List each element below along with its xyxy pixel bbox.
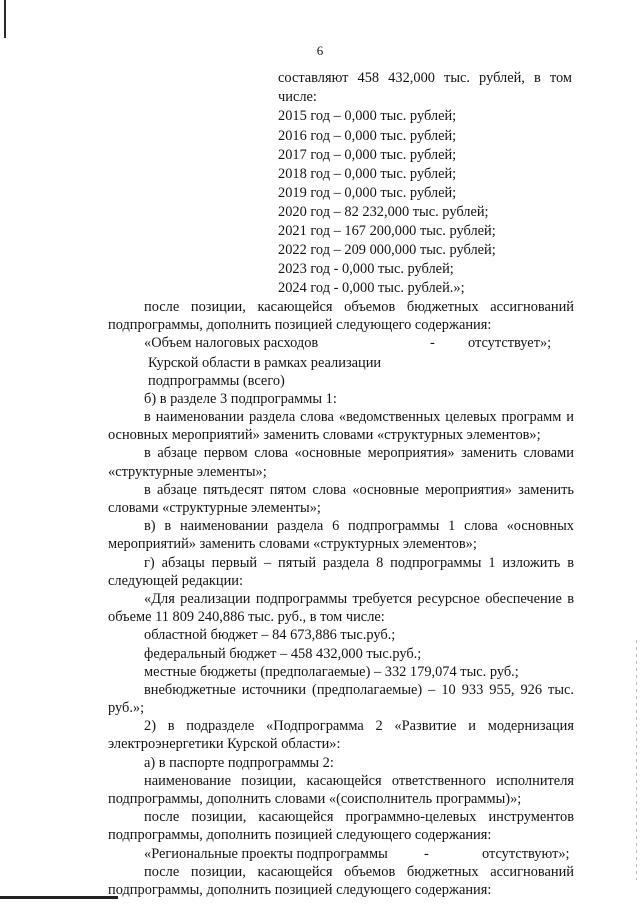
text-line: 2023 год - 0,000 тыс. рублей;: [278, 261, 454, 277]
text-line: федеральный бюджет – 458 432,000 тыс.руб.;: [144, 645, 422, 662]
text-line: подпрограммы, дополнить позицией следующего содержания:: [108, 827, 492, 844]
text-line: 2017 год – 0,000 тыс. рублей;: [278, 147, 457, 163]
scan-edge-mark: [4, 0, 6, 38]
text-line: подпрограммы (всего): [148, 372, 285, 389]
text-line: после позиции, касающейся объемов бюджетных ассигнований: [144, 299, 574, 315]
text-line: наименование позиции, касающейся ответственного исполнителя: [144, 772, 574, 789]
text-line: «Для реализации подпрограммы требуется ресурсное обеспечение в: [144, 590, 574, 607]
text-line: г) абзацы первый – пятый раздела 8 подпрограммы 1 изложить в: [144, 554, 574, 571]
text-line: 2015 год – 0,000 тыс. рублей;: [278, 108, 457, 124]
text-line: 2020 год – 82 232,000 тыс. рублей;: [278, 204, 489, 220]
text-line: а) в паспорте подпрограммы 2:: [144, 754, 334, 771]
text-line: подпрограммы, дополнить словами «(соисполнитель программы)»;: [108, 791, 522, 808]
text-line: 2024 год - 0,000 тыс. рублей.»;: [278, 280, 465, 296]
scan-edge-dots: [636, 640, 637, 880]
text-line: подпрограммы, дополнить позицией следующего содержания:: [108, 317, 492, 334]
text-line: 2022 год – 209 000,000 тыс. рублей;: [278, 242, 496, 258]
text-line: мероприятий» заменить словами «структурных элементов»;: [108, 536, 477, 553]
text-line: после позиции, касающейся программно-целевых инструментов: [144, 809, 574, 826]
text-line: 2018 год – 0,000 тыс. рублей;: [278, 166, 457, 182]
text-line: в абзаце пятьдесят пятом слова «основные мероприятия» заменить: [144, 481, 574, 498]
text-line: «Объем налоговых расходов: [144, 335, 319, 352]
scan-bottom-mark: [0, 896, 118, 899]
text-line: 2021 год – 167 200,000 тыс. рублей;: [278, 223, 496, 239]
text-line: основных мероприятий» заменить словами «структурных элементов»;: [108, 427, 541, 444]
text-line: «Региональные проекты подпрограммы: [144, 845, 388, 862]
text-line: 2019 год – 0,000 тыс. рублей;: [278, 185, 457, 201]
text-line: местные бюджеты (предполагаемые) – 332 179,074 тыс. руб.;: [144, 663, 519, 680]
text-line: следующей редакции:: [108, 572, 243, 589]
text-line: в) в наименовании раздела 6 подпрограммы 1 слова «основных: [144, 518, 574, 535]
page-number: 6: [316, 43, 324, 58]
text-line: руб.»;: [108, 700, 145, 717]
text-line: в наименовании раздела слова «ведомственных целевых программ и: [144, 409, 574, 426]
text-line: в абзаце первом слова «основные мероприятия» заменить словами: [144, 445, 574, 462]
text-line: словами «структурные элементы»;: [108, 500, 321, 517]
text-line: -: [424, 845, 429, 862]
text-line: отсутствуют»;: [482, 845, 570, 862]
text-line: отсутствует»;: [468, 335, 552, 352]
text-line: после позиции, касающейся объемов бюджетных ассигнований: [144, 863, 574, 880]
text-line: числе:: [278, 89, 317, 105]
text-line: объеме 11 809 240,886 тыс. руб., в том числе:: [108, 609, 385, 626]
text-line: областной бюджет – 84 673,886 тыс.руб.;: [144, 627, 396, 644]
text-line: 2) в подразделе «Подпрограмма 2 «Развитие и модернизация: [144, 718, 574, 735]
text-line: -: [430, 335, 435, 352]
text-line: «структурные элементы»;: [108, 463, 267, 480]
text-line: б) в разделе 3 подпрограммы 1:: [144, 390, 337, 407]
text-line: внебюджетные источники (предполагаемые) – 10 933 955, 926 тыс.: [144, 681, 574, 698]
text-line: составляют 458 432,000 тыс. рублей, в том: [278, 70, 572, 86]
text-line: 2016 год – 0,000 тыс. рублей;: [278, 128, 457, 144]
text-line: Курской области в рамках реализации: [148, 354, 382, 371]
text-line: подпрограммы, дополнить позицией следующего содержания:: [108, 882, 492, 898]
text-line: электроэнергетики Курской области»:: [108, 736, 341, 753]
